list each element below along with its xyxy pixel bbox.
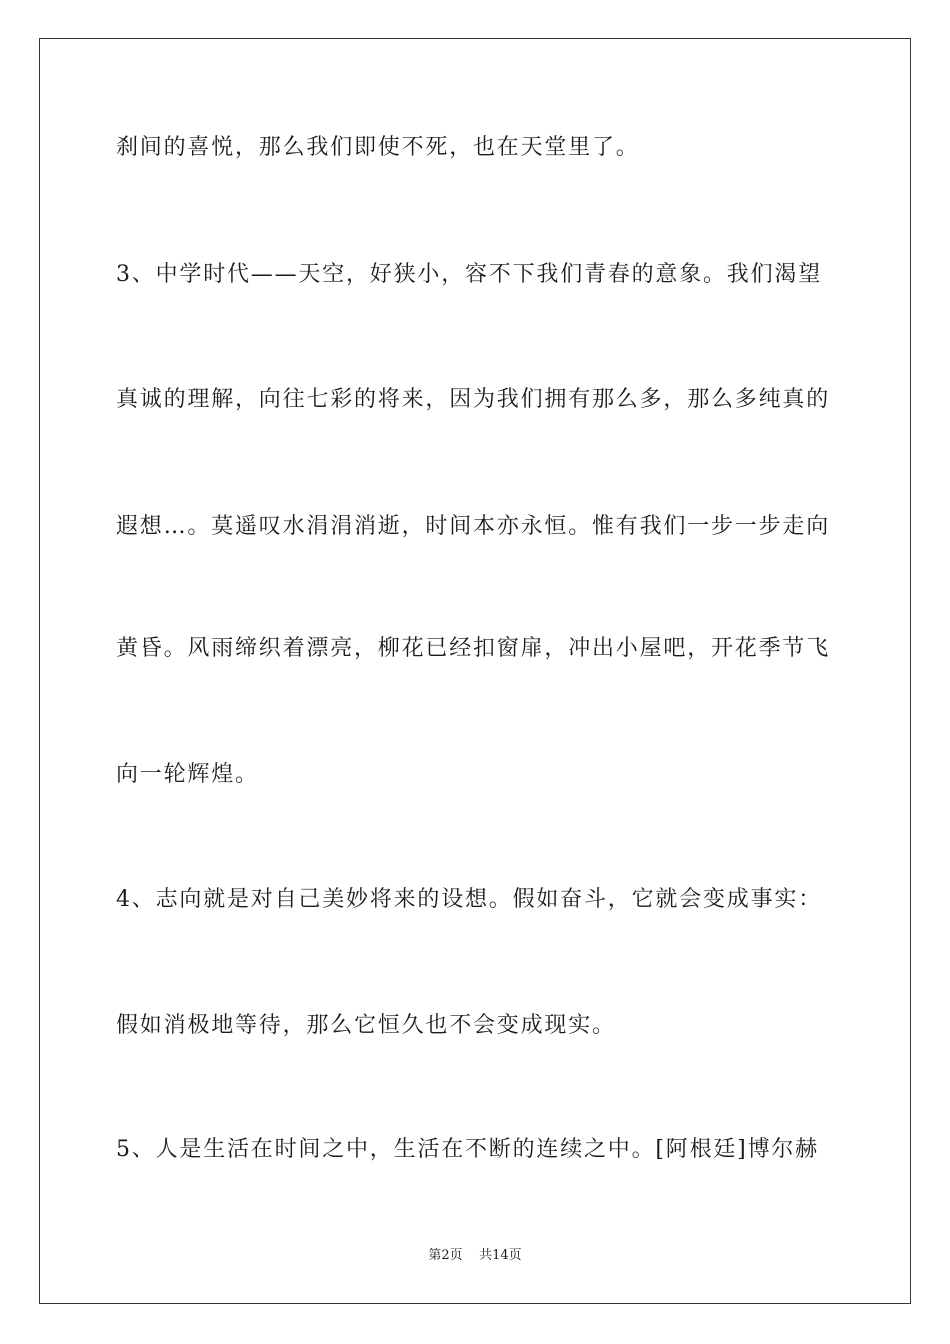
page-number-footer: 第2页 共14页: [428, 1248, 522, 1263]
body-line-8: 假如消极地等待，那么它恒久也不会变成现实。: [116, 1013, 616, 1038]
body-line-7: 4、志向就是对自己美妙将来的设想。假如奋斗，它就会变成事实：: [116, 887, 822, 912]
page-border: [39, 38, 911, 1304]
body-line-9: 5、人是生活在时间之中，生活在不断的连续之中。[阿根廷]博尔赫: [116, 1137, 819, 1162]
body-line-4: 遐想…。莫遥叹水涓涓消逝，时间本亦永恒。惟有我们一步一步走向: [116, 514, 831, 539]
body-line-6: 向一轮辉煌。: [116, 762, 259, 787]
body-line-1: 刹间的喜悦，那么我们即使不死，也在天堂里了。: [116, 135, 640, 160]
body-line-5: 黄昏。风雨缔织着漂亮，柳花已经扣窗扉，冲出小屋吧，开花季节飞: [116, 636, 831, 661]
body-line-3: 真诚的理解，向往七彩的将来，因为我们拥有那么多，那么多纯真的: [116, 387, 831, 412]
body-line-2: 3、中学时代——天空，好狭小，容不下我们青春的意象。我们渴望: [116, 262, 822, 287]
